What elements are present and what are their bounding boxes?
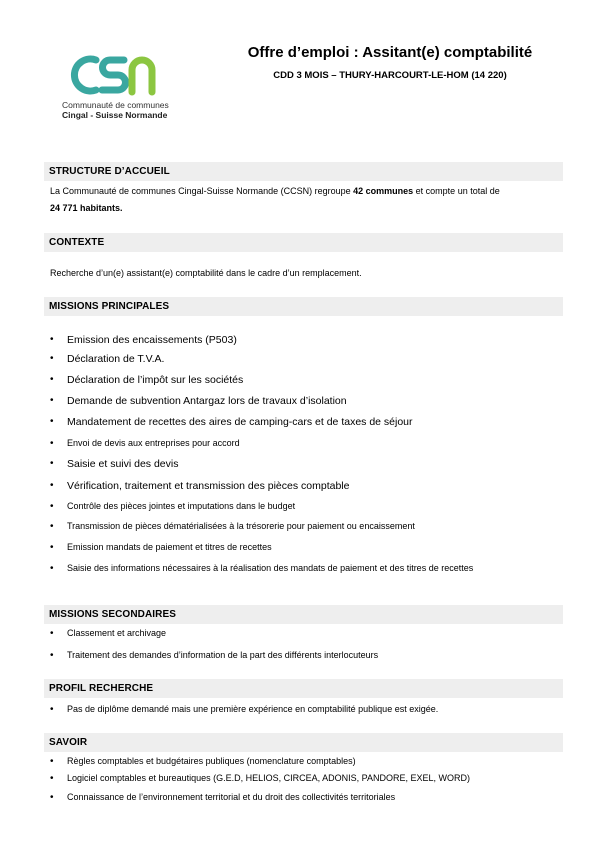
contexte-paragraph: Recherche d’un(e) assistant(e) comptabilité dans le cadre d’un remplacement. [50, 268, 362, 278]
list-item-text: Pas de diplôme demandé mais une première expérience en comptabilité publique est exigée. [67, 704, 439, 714]
section-structure-header [44, 162, 563, 181]
bullet-icon: • [50, 563, 54, 574]
list-item-text: Contrôle des pièces jointes et imputations dans le budget [67, 501, 296, 511]
section-missions-secondaires-title: MISSIONS SECONDAIRES [49, 609, 177, 620]
bullet-icon: • [50, 756, 54, 767]
section-contexte-title: CONTEXTE [49, 237, 105, 248]
structure-paragraph [50, 183, 560, 217]
structure-text-2: et compte un total de [413, 186, 500, 196]
structure-text-1: La Communauté de communes Cingal-Suisse Normande (CCSN) regroupe [50, 186, 354, 196]
page-subtitle: CDD 3 MOIS – THURY-HARCOURT-LE-HOM (14 220) [273, 70, 507, 81]
bullet-icon: • [50, 480, 54, 491]
bullet-icon: • [50, 501, 54, 512]
section-profil-header [44, 679, 563, 698]
section-structure-title: STRUCTURE D’ACCUEIL [49, 166, 170, 177]
section-profil-title: PROFIL RECHERCHE [49, 683, 154, 694]
list-item-text: Classement et archivage [67, 628, 167, 638]
section-savoir-title: SAVOIR [49, 737, 88, 748]
logo-caption [62, 100, 169, 120]
bullet-icon: • [50, 628, 54, 639]
bullet-icon: • [50, 458, 54, 469]
bullet-icon: • [50, 374, 54, 385]
section-savoir-header [44, 733, 563, 752]
list-item-text: Connaissance de l’environnement territorial et du droit des collectivités territoriales [67, 792, 396, 802]
section-missions-secondaires-header [44, 605, 563, 624]
bullet-icon: • [50, 521, 54, 532]
section-missions-principales-header [44, 297, 563, 316]
bullet-icon: • [50, 438, 54, 449]
bullet-icon: • [50, 704, 54, 715]
bullet-icon: • [50, 542, 54, 553]
bullet-icon: • [50, 650, 54, 661]
page-title: Offre d’emploi : Assitant(e) comptabilité [247, 44, 533, 61]
list-item-text: Transmission de pièces dématérialisées à la trésorerie pour paiement ou encaissement [67, 521, 415, 531]
structure-habitants: 24 771 habitants. [50, 203, 123, 213]
section-contexte-header [44, 233, 563, 252]
bullet-icon: • [50, 353, 54, 364]
list-item-text: Mandatement de recettes des aires de camping-cars et de taxes de séjour [67, 416, 413, 428]
bullet-icon: • [50, 792, 54, 803]
list-item-text: Demande de subvention Antargaz lors de travaux d’isolation [67, 395, 347, 407]
list-item-text: Emission mandats de paiement et titres de recettes [67, 542, 272, 552]
list-item-text: Saisie des informations nécessaires à la réalisation des mandats de paiement et des titres de recettes [67, 563, 474, 573]
list-item-text: Déclaration de T.V.A. [67, 353, 165, 365]
list-item-text: Déclaration de l’impôt sur les sociétés [67, 374, 244, 386]
bullet-icon: • [50, 416, 54, 427]
list-item-text: Saisie et suivi des devis [67, 458, 179, 470]
bullet-icon: • [50, 773, 54, 784]
structure-communes: 42 communes [353, 186, 414, 196]
bullet-icon: • [50, 395, 54, 406]
list-item-text: Envoi de devis aux entreprises pour accord [67, 438, 240, 448]
list-item-text: Vérification, traitement et transmission des pièces comptable [67, 480, 350, 492]
list-item-text: Emission des encaissements (P503) [67, 334, 237, 346]
list-item-text: Logiciel comptables et bureautiques (G.E.D, HELIOS, CIRCEA, ADONIS, PANDORE, EXEL, WORD) [67, 773, 470, 783]
list-item-text: Règles comptables et budgétaires publiques (nomenclature comptables) [67, 756, 356, 766]
section-missions-principales-title: MISSIONS PRINCIPALES [49, 301, 170, 312]
logo-line-1: Communauté de communes [62, 100, 169, 110]
list-item-text: Traitement des demandes d’information de la part des différents interlocuteurs [67, 650, 379, 660]
bullet-icon: • [50, 334, 54, 345]
logo-line-2: Cingal - Suisse Normande [62, 110, 168, 120]
